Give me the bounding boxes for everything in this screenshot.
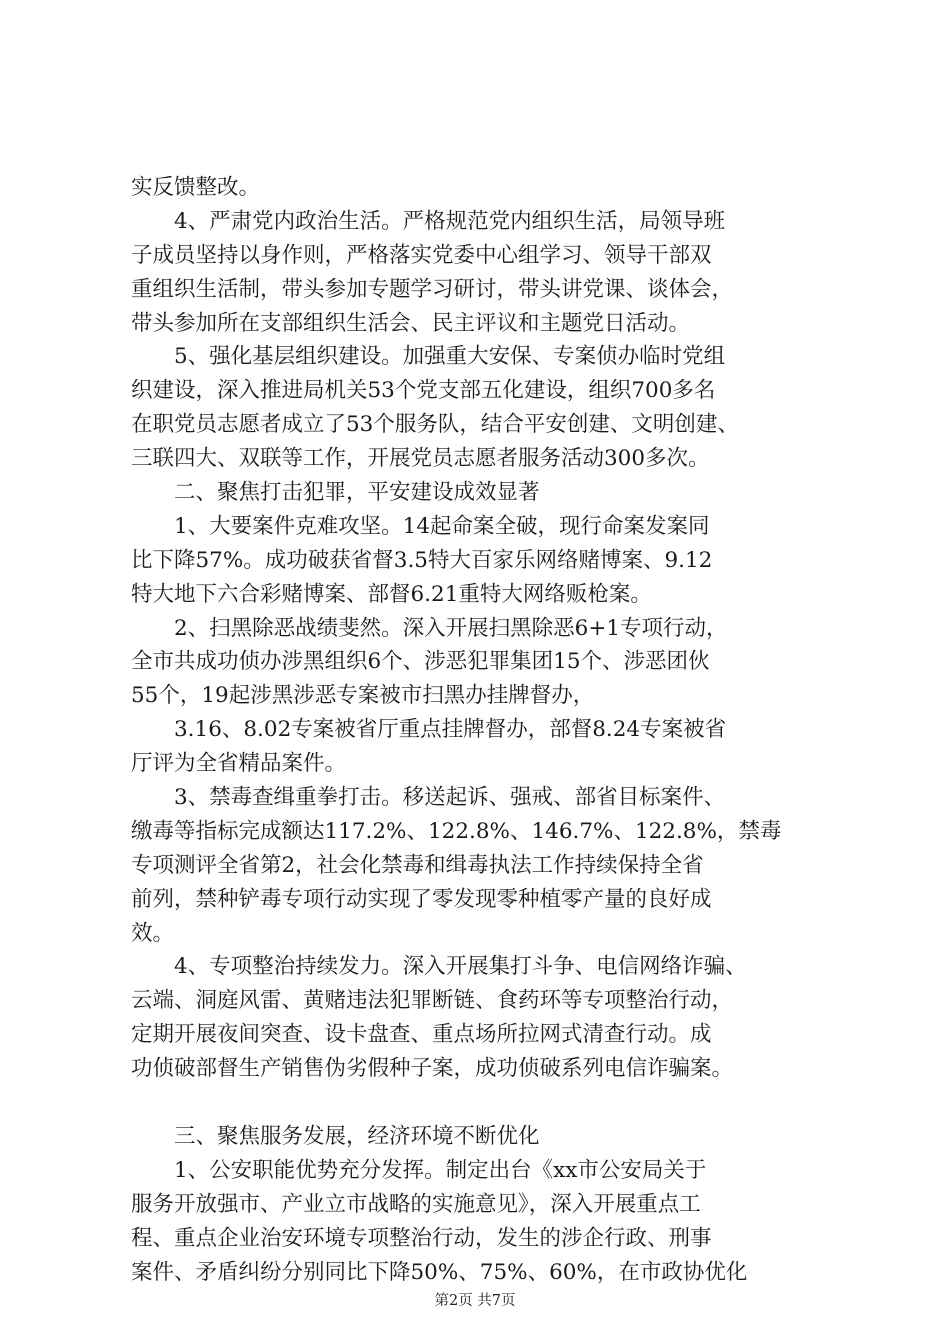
text-line: 功侦破部督生产销售伪劣假种子案，成功侦破系列电信诈骗案。 [131,1056,734,1082]
text-line: 实反馈整改。 [131,175,261,200]
text-line: 专项测评全省第2，社会化禁毒和缉毒执法工作持续保持全省 [131,852,704,878]
blank-line [131,1086,831,1120]
text-line: 比下降57%。成功破获省督3.5特大百家乐网络赌博案、9.12 [131,547,713,573]
text-line: 带头参加所在支部组织生活会、民主评议和主题党日活动。 [131,310,691,336]
text-line: 三联四大、双联等工作，开展党员志愿者服务活动300多次。 [131,446,710,472]
text-line: 效。 [131,920,175,946]
text-line: 子成员坚持以身作则，严格落实党委中心组学习、领导干部双 [131,242,712,268]
text-line: 在职党员志愿者成立了53个服务队，结合平安创建、文明创建、 [131,412,739,438]
text-line: 5、强化基层组织建设。加强重大安保、专案侦办临时党组 [131,344,726,370]
text-line: 1、公安职能优势充分发挥。制定出台《xx市公安局关于 [131,1157,707,1183]
text-line: 3、禁毒查缉重拳打击。移送起诉、强戒、部省目标案件、 [131,785,726,811]
text-line: 4、严肃党内政治生活。严格规范党内组织生活，局领导班 [131,208,726,234]
text-line: 前列，禁种铲毒专项行动实现了零发现零种植零产量的良好成 [131,886,712,912]
text-line: 三、聚焦服务发展，经济环境不断优化 [131,1123,540,1149]
text-line: 3.16、8.02专案被省厅重点挂牌督办，部督8.24专案被省 [131,717,727,743]
text-line: 55个，19起涉黑涉恶专案被市扫黑办挂牌督办， [131,683,595,709]
text-line: 服务开放强市、产业立市战略的实施意见》，深入开展重点工 [131,1191,701,1217]
document-body [131,171,831,1289]
text-line: 4、专项整治持续发力。深入开展集打斗争、电信网络诈骗、 [131,954,747,980]
page-footer: 第2页 共7页 [434,1293,516,1309]
text-line: 程、重点企业治安环境专项整治行动，发生的涉企行政、刑事 [131,1225,712,1251]
text-line: 案件、矛盾纠纷分别同比下降50%、75%、60%，在市政协优化 [131,1259,748,1285]
text-line: 重组织生活制，带头参加专题学习研讨，带头讲党课、谈体会， [131,276,734,302]
text-line: 厅评为全省精品案件。 [131,751,347,777]
text-line: 2、扫黑除恶战绩斐然。深入开展扫黑除恶6+1专项行动， [131,615,728,641]
text-line: 全市共成功侦办涉黑组织6个、涉恶犯罪集团15个、涉恶团伙 [131,649,710,675]
text-line: 缴毒等指标完成额达117.2%、122.8%、146.7%、122.8%，禁毒 [131,818,782,844]
text-line: 二、聚焦打击犯罪，平安建设成效显著 [131,480,540,506]
text-line: 1、大要案件克难攻坚。14起命案全破，现行命案发案同 [131,513,710,539]
text-line: 云端、洞庭风雷、黄赌违法犯罪断链、食药环等专项整治行动， [131,988,734,1014]
text-line: 特大地下六合彩赌博案、部督6.21重特大网络贩枪案。 [131,581,652,607]
text-line: 定期开展夜间突查、设卡盘查、重点场所拉网式清查行动。成 [131,1022,712,1048]
text-line: 织建设，深入推进局机关53个党支部五化建设，组织700多名 [131,378,716,404]
